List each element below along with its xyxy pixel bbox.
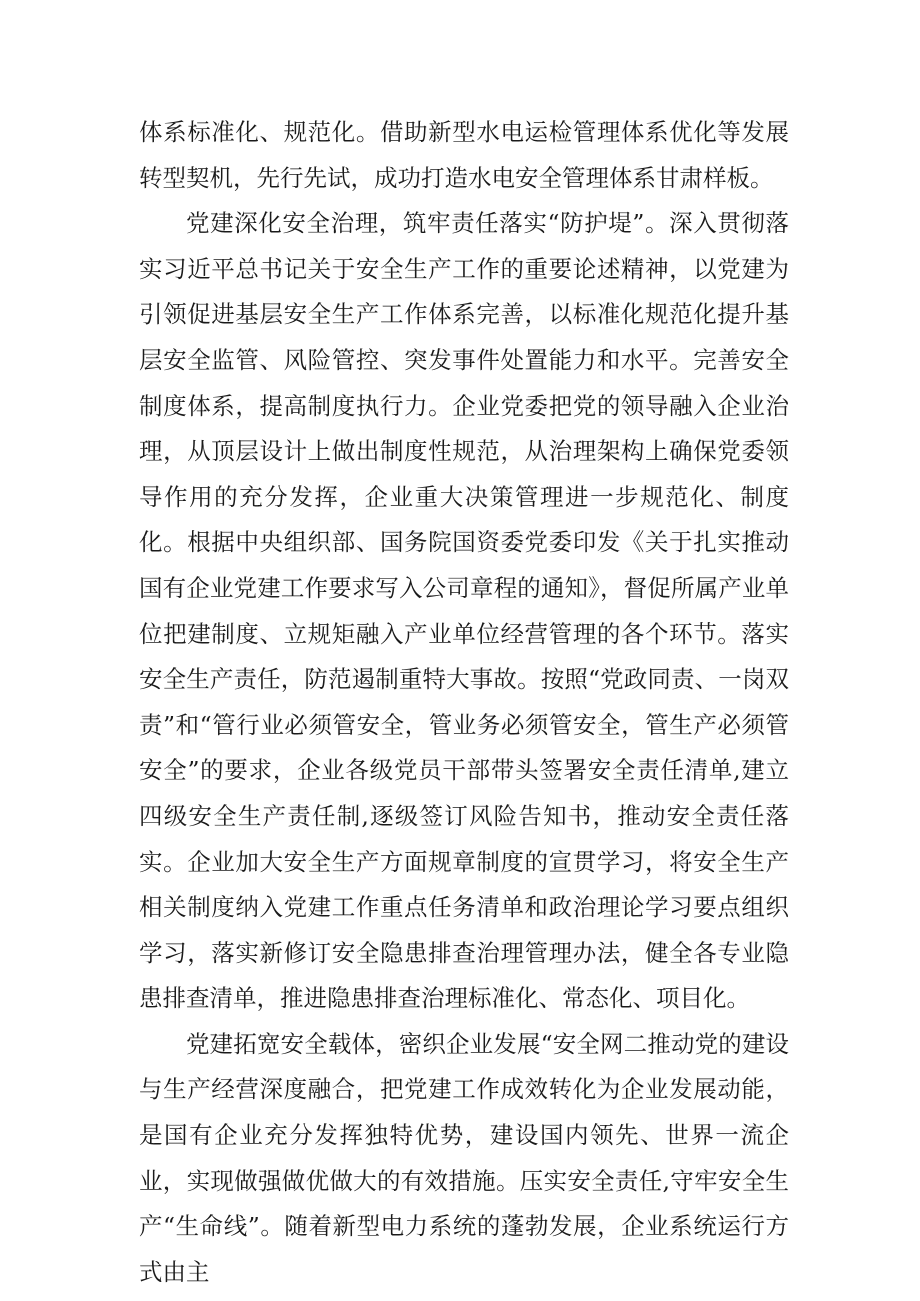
paragraph-safety-carrier: 党建拓宽安全载体，密织企业发展“安全网二推动党的建设与生产经营深度融合，把党建工作成效转化为企业发展动能，是国有企业充分发挥独特优势，建设国内领先、世界一流企业，实现做强做优做大的有效措施。压实安全责任,守牢安全生产“生命线”。随着新型电力系统的蓬勃发展，企业系统运行方式由主 <box>139 1029 789 1286</box>
paragraph-safety-governance: 党建深化安全治理，筑牢责任落实“防护堤”。深入贯彻落实习近平总书记关于安全生产工作的重要论述精神，以党建为引领促进基层安全生产工作体系完善，以标准化规范化提升基层安全监管、风险管控、突发事件处置能力和水平。完善安全制度体系，提高制度执行力。企业党委把党的领导融入企业治理，从顶层设计上做出制度性规范，从治理架构上确保党委领导作用的充分发挥，企业重大决策管理进一步规范化、制度化。根据中央组织部、国务院国资委党委印发《关于扎实推动国有企业党建工作要求写入公司章程的通知》，督促所属产业单位把建制度、立规矩融入产业单位经营管理的各个环节。落实安全生产责任，防范遏制重特大事故。按照“党政同责、一岗双责”和“管行业必须管安全，管业务必须管安全，管生产必须管安全”的要求，企业各级党员干部带头签署安全责任清单,建立四级安全生产责任制,逐级签订风险告知书，推动安全责任落实。企业加大安全生产方面规章制度的宣贯学习，将安全生产相关制度纳入党建工作重点任务清单和政治理论学习要点组织学习，落实新修订安全隐患排查治理管理办法，健全各专业隐患排查清单，推进隐患排查治理标准化、常态化、项目化。 <box>139 209 789 1013</box>
document-body <box>139 110 789 1295</box>
paragraph-continuation: 体系标准化、规范化。借助新型水电运检管理体系优化等发展转型契机，先行先试，成功打造水电安全管理体系甘肃样板。 <box>139 118 789 192</box>
